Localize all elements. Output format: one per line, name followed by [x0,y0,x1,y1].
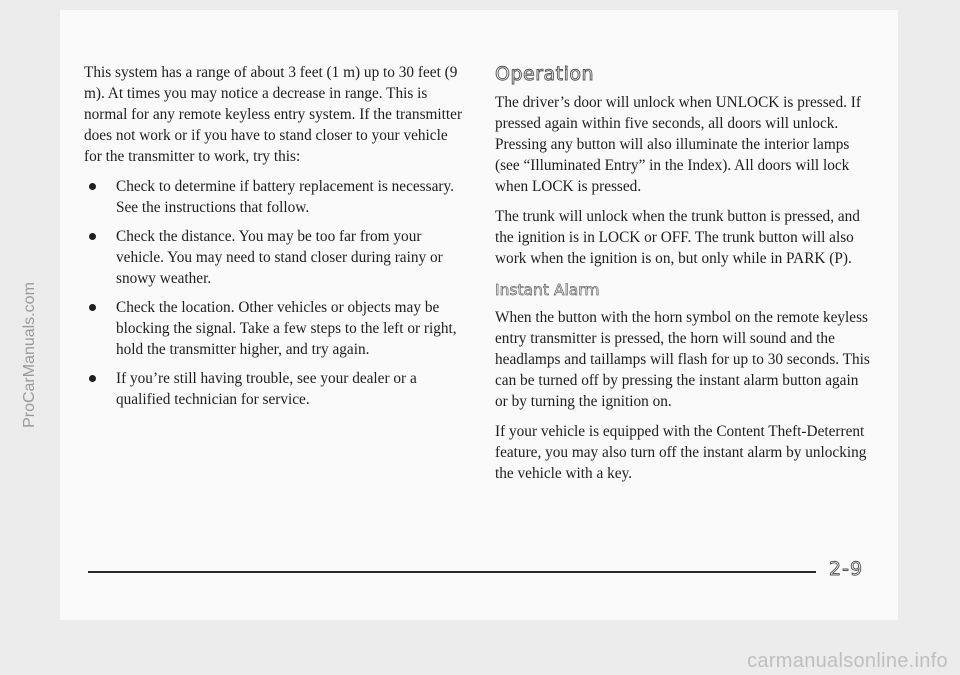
list-item-text: Check the location. Other vehicles or objects may be blocking the signal. Take a few steps to the left or right, hold the transmitter higher, and try again. [116,299,457,358]
instant-alarm-paragraph: When the button with the horn symbol on the remote keyless entry transmitter is pressed, the horn will sound and the headlamps and taillamps will flash for up to 30 seconds. This can be turned off by pressing the instant alarm button again or by turning the ignition on. [495,309,870,410]
unlock-paragraph: The driver’s door will unlock when UNLOCK is pressed. If pressed again within five seconds, all doors will unlock. Pressing any button will also illuminate the interior lamps (see “Illuminated Entry” in the Index). All doors will lock when LOCK is pressed. [495,94,861,195]
range-intro-paragraph: This system has a range of about 3 feet (1 m) up to 30 feet (9 m). At times you may notice a decrease in range. This is normal for any remote keyless entry system. If the transmitter does not work or if you have to stand closer to your vehicle for the transmitter to work, try this: [84,64,463,165]
side-watermark-text: ProCarManuals.com [21,282,38,428]
right-column [495,62,870,493]
instant-alarm-heading: Instant Alarm [495,281,600,299]
bullet-icon [89,375,96,382]
troubleshooting-list [84,176,464,410]
trunk-paragraph: The trunk will unlock when the trunk button is pressed, and the ignition is in LOCK or OFF. The trunk button will also work when the ignition is on, but only while in PARK (P). [495,208,860,267]
list-item [84,368,464,410]
footer-divider [88,571,816,573]
list-item-text: Check the distance. You may be too far from your vehicle. You may need to stand closer during rainy or snowy weather. [116,228,443,287]
bullet-icon [89,183,96,190]
list-item-text: Check to determine if battery replacement is necessary. See the instructions that follow. [116,178,454,216]
list-item [84,226,464,289]
bullet-icon [89,304,96,311]
bottom-watermark: carmanualsonline.info [747,650,948,672]
list-item [84,297,464,360]
page-number: 2-9 [829,558,864,580]
operation-heading: Operation [495,63,595,85]
theft-deterrent-paragraph: If your vehicle is equipped with the Content Theft-Deterrent feature, you may also turn off the instant alarm by unlocking the vehicle with a key. [495,423,867,482]
list-item [84,176,464,218]
bullet-icon [89,233,96,240]
list-item-text: If you’re still having trouble, see your dealer or a qualified technician for service. [116,370,417,408]
left-column [84,62,464,418]
